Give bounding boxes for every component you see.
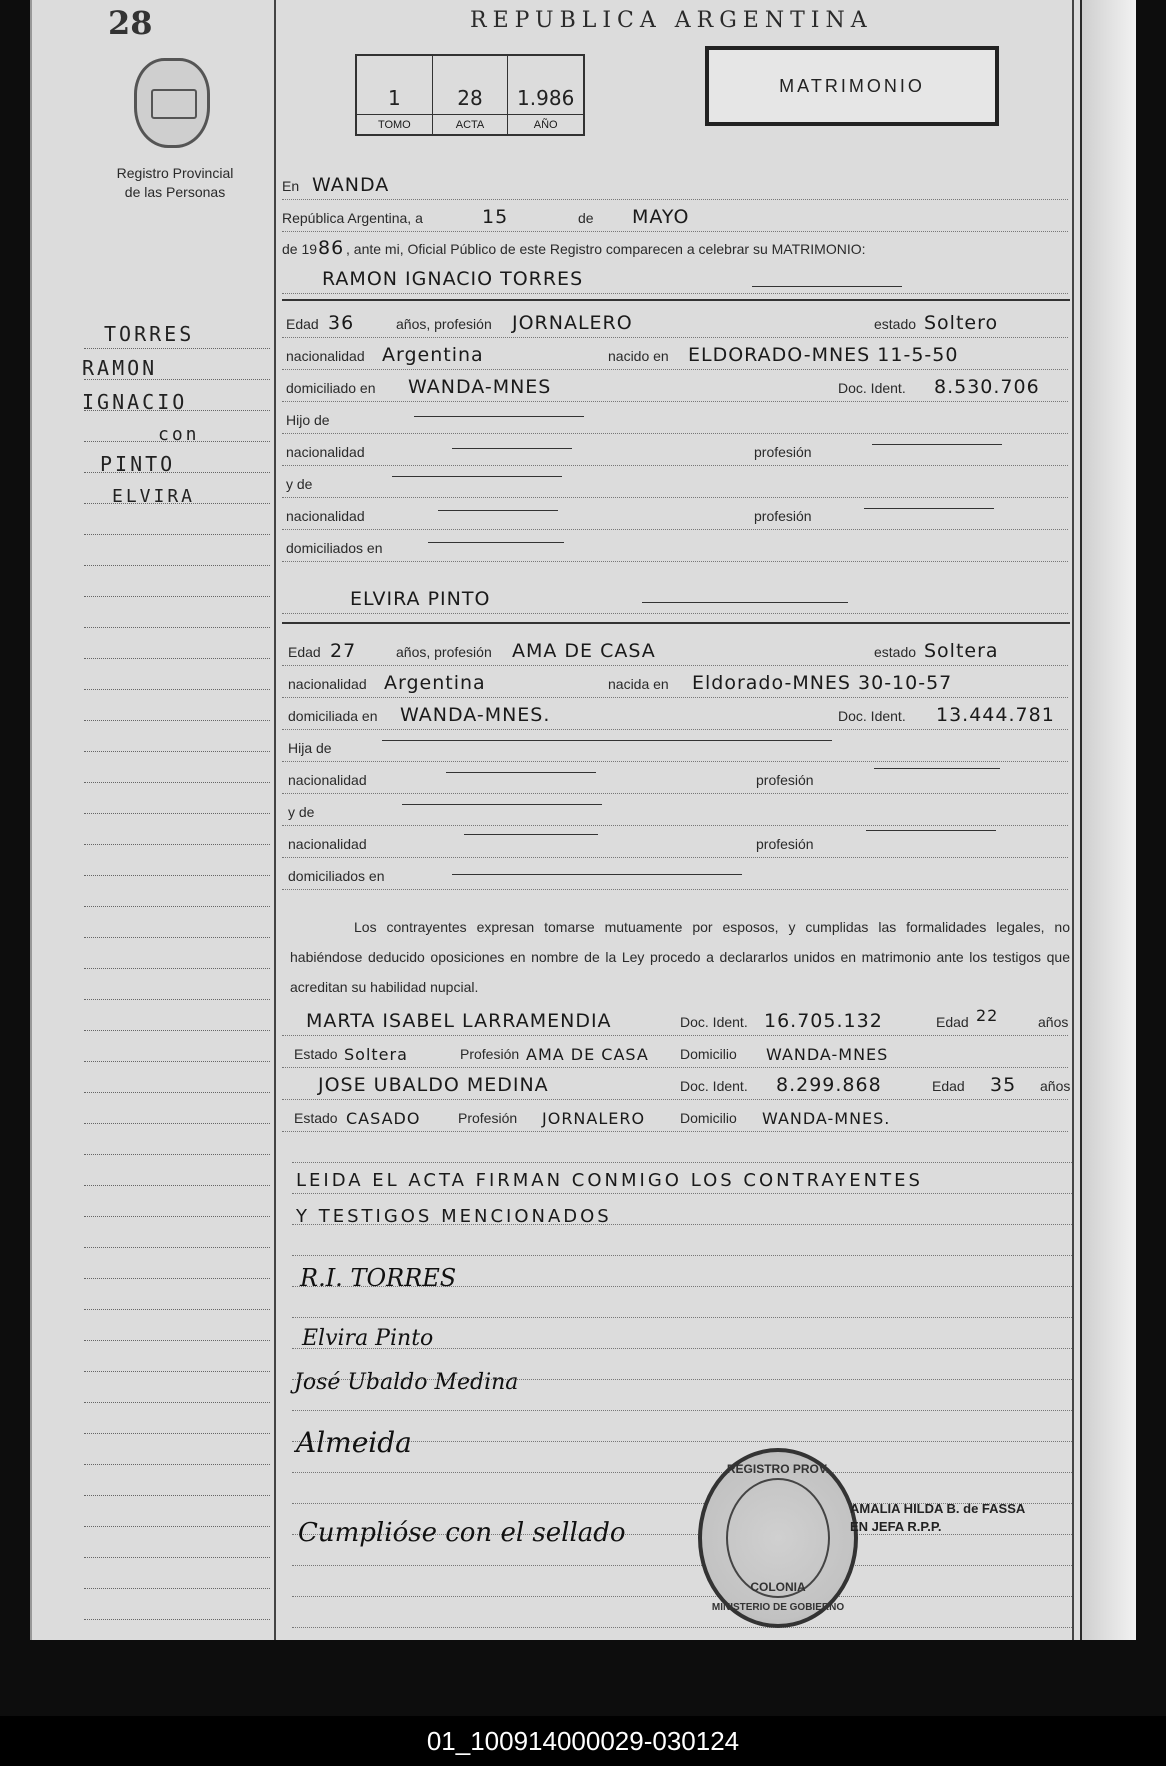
witness-1-profession: AMA DE CASA — [526, 1045, 649, 1064]
groom-parents-domicile-row: domiciliados en — [282, 532, 1068, 562]
margin-rule-line — [84, 1216, 270, 1217]
margin-rule-line — [84, 782, 270, 783]
intro-statement-row: de 19 86 , ante mi, Oficial Público de este Registro comparecen a celebrar su MATRIMONIO: — [282, 237, 866, 259]
bride-age-row: Edad 27 años, profesión AMA DE CASA estado Soltera — [282, 636, 1068, 666]
notes-rule-line — [292, 1410, 1072, 1411]
bride-signature: Elvira Pinto — [302, 1326, 434, 1351]
margin-rule-line — [84, 844, 270, 845]
margin-rule-line — [84, 1464, 270, 1465]
official-signature: AMALIA HILDA B. de FASSA EN JEFA R.P.P. — [850, 1501, 1026, 1534]
groom-mother-row: y de — [282, 468, 1068, 498]
bride-domicile-row: domiciliada en WANDA-MNES. Doc. Ident. 13.444.781 — [282, 700, 1068, 730]
margin-rule-line — [84, 875, 270, 876]
groom-father-nat-row: nacionalidad profesión — [282, 436, 1068, 466]
margin-rule-line — [84, 1340, 270, 1341]
volume-box — [355, 54, 585, 136]
act-type-box: MATRIMONIO — [705, 46, 999, 126]
witness-2-name: JOSE UBALDO MEDINA — [318, 1074, 549, 1096]
groom-age: 36 — [328, 312, 355, 334]
anio-value: 1.986 — [517, 86, 575, 110]
groom-name: RAMON IGNACIO TORRES — [322, 268, 584, 290]
margin-rule-line — [84, 1092, 270, 1093]
section-divider — [282, 622, 1070, 624]
witness-1-row: MARTA ISABEL LARRAMENDIA Doc. Ident. 16.705.132 Edad 22 años — [282, 1006, 1068, 1036]
margin-rule-line — [84, 348, 270, 349]
groom-age-row: Edad 36 años, profesión JORNALERO estado Soltero — [282, 308, 1068, 338]
bride-name-row — [282, 584, 1068, 614]
notes-rule-line — [292, 1255, 1072, 1256]
groom-father-row: Hijo de — [282, 404, 1068, 434]
day-value: 15 — [482, 206, 509, 228]
margin-rule-line — [84, 968, 270, 969]
witness-1-doc: 16.705.132 — [764, 1010, 883, 1032]
margin-rule-line — [84, 1495, 270, 1496]
margin-rule-line — [84, 596, 270, 597]
margin-rule-line — [84, 503, 270, 504]
stamp-note: Cumplióse con el sellado — [298, 1518, 626, 1548]
right-rule — [1072, 0, 1074, 1640]
margin-rule-line — [84, 1557, 270, 1558]
margin-rule-line — [84, 1588, 270, 1589]
margin-rule-line — [84, 410, 270, 411]
margin-rule-line — [84, 441, 270, 442]
margin-bride-name: ELVIRA — [112, 486, 196, 507]
groom-nationality-row: nacionalidad Argentina nacido en ELDORADO-MNES 11-5-50 — [282, 340, 1068, 370]
bride-nationality: Argentina — [384, 672, 486, 694]
margin-rule-line — [84, 751, 270, 752]
margin-given-name: RAMON — [82, 356, 158, 380]
closing-note-line2: Y TESTIGOS MENCIONADOS — [296, 1206, 612, 1227]
margin-rule-line — [84, 689, 270, 690]
margin-rule-line — [84, 379, 270, 380]
margin-rule-line — [84, 472, 270, 473]
groom-mother-nat-row: nacionalidad profesión — [282, 500, 1068, 530]
registry-label: Registro Provincial de las Personas — [116, 165, 234, 200]
notes-rule-line — [292, 1317, 1072, 1318]
bride-father-row: Hija de — [282, 732, 1068, 762]
groom-birth: ELDORADO-MNES 11-5-50 — [688, 344, 959, 366]
margin-rule-line — [84, 1061, 270, 1062]
place-value: WANDA — [312, 174, 390, 196]
margin-middle-name: IGNACIO — [82, 390, 188, 414]
bride-birth: Eldorado-MNES 30-10-57 — [692, 672, 953, 694]
bride-mother-row: y de — [282, 796, 1068, 826]
margin-rule-line — [84, 1247, 270, 1248]
bride-profession: AMA DE CASA — [512, 640, 656, 662]
witness-2-row: JOSE UBALDO MEDINA Doc. Ident. 8.299.868 Edad 35 años — [282, 1070, 1068, 1100]
margin-bride-surname: PINTO — [100, 452, 176, 476]
bride-mother-nat-row: nacionalidad profesión — [282, 828, 1068, 858]
margin-rule-line — [84, 1123, 270, 1124]
margin-rule-line — [84, 1526, 270, 1527]
witness-2-age: 35 — [990, 1074, 1017, 1096]
closing-note-line1: LEIDA EL ACTA FIRMAN CONMIGO LOS CONTRAYENTES — [296, 1170, 923, 1191]
margin-surname: TORRES — [104, 322, 195, 346]
groom-domicile: WANDA-MNES — [408, 376, 552, 398]
acta-label: ACTA — [433, 114, 508, 134]
notes-rule-line — [292, 1627, 1072, 1628]
country-title: REPUBLICA ARGENTINA — [470, 8, 873, 33]
margin-rule-line — [84, 1402, 270, 1403]
margin-con: con — [158, 424, 200, 445]
margin-rule-line — [84, 1154, 270, 1155]
section-divider — [282, 299, 1070, 301]
anio-label: AÑO — [508, 114, 583, 134]
tomo-cell — [357, 56, 433, 134]
witness-1-status: Soltera — [344, 1045, 408, 1064]
witness-signature-2: Almeida — [296, 1426, 412, 1459]
page-number: 28 — [108, 4, 153, 42]
notes-rule-line — [292, 1596, 1072, 1597]
groom-profession: JORNALERO — [512, 312, 633, 334]
book-edge — [1080, 0, 1136, 1640]
margin-rule-line — [84, 1309, 270, 1310]
groom-doc: 8.530.706 — [934, 376, 1040, 398]
margin-rule-line — [84, 813, 270, 814]
bride-status: Soltera — [924, 640, 999, 662]
witness-signature: José Ubaldo Medina — [294, 1370, 519, 1395]
groom-nationality: Argentina — [382, 344, 484, 366]
bride-nationality-row: nacionalidad Argentina nacida en Eldorado-MNES 30-10-57 — [282, 668, 1068, 698]
year-value: 86 — [318, 237, 345, 259]
caption-bar — [0, 1716, 1166, 1766]
groom-name-row — [282, 264, 1068, 294]
margin-rule-line — [84, 565, 270, 566]
notes-rule-line — [292, 1162, 1072, 1163]
month-value: MAYO — [632, 206, 690, 228]
groom-signature: R.I. TORRES — [300, 1264, 457, 1292]
anio-cell — [508, 56, 583, 134]
official-stamp-icon: REGISTRO PROV. COLONIA MINISTERIO DE GOBIERNO — [698, 1448, 858, 1628]
notes-rule-line — [292, 1472, 1072, 1473]
bride-parents-domicile-row: domiciliados en — [282, 860, 1068, 890]
witness-1-domicile: WANDA-MNES — [766, 1045, 889, 1064]
witness-2-domicile: WANDA-MNES. — [762, 1109, 891, 1128]
margin-rule-line — [84, 937, 270, 938]
margin-rule-line — [84, 1433, 270, 1434]
margin-rule-line — [84, 1371, 270, 1372]
tomo-label: TOMO — [357, 114, 432, 134]
declaration-text: Los contrayentes expresan tomarse mutuamente por esposos, y cumplidas las formalidades legales, no habiéndose deducido oposiciones en nombre de la Ley procedo a declararlos unidos en matrimonio ante los testigos que acreditan su habilidad nupcial. — [290, 919, 1070, 995]
provincial-seal-icon — [134, 58, 210, 148]
margin-rule-line — [84, 1185, 270, 1186]
groom-domicile-row: domiciliado en WANDA-MNES Doc. Ident. 8.530.706 — [282, 372, 1068, 402]
margin-rule-line — [84, 1030, 270, 1031]
margin-rule-line — [84, 720, 270, 721]
witness-1-age: 22 — [976, 1006, 999, 1025]
notes-rule-line — [292, 1193, 1072, 1194]
witness-1-details-row: Estado Soltera Profesión AMA DE CASA Domicilio WANDA-MNES — [282, 1038, 1068, 1068]
bride-age: 27 — [330, 640, 357, 662]
margin-rule-line — [84, 534, 270, 535]
acta-cell — [433, 56, 509, 134]
margin-rule-line — [84, 1619, 270, 1620]
margin-rule-line — [84, 906, 270, 907]
margin-rule-line — [84, 627, 270, 628]
margin-rule — [274, 0, 276, 1640]
margin-rule-line — [84, 1278, 270, 1279]
witness-2-status: CASADO — [346, 1109, 421, 1128]
tomo-value: 1 — [387, 86, 401, 110]
witness-2-details-row: Estado CASADO Profesión JORNALERO Domicilio WANDA-MNES. — [282, 1102, 1068, 1132]
bride-father-nat-row: nacionalidad profesión — [282, 764, 1068, 794]
groom-status: Soltero — [924, 312, 999, 334]
notes-rule-line — [292, 1565, 1072, 1566]
bride-domicile: WANDA-MNES. — [400, 704, 551, 726]
intro-date-row: República Argentina, a 15 de MAYO — [282, 202, 1068, 232]
image-caption: 01_100914000029-030124 — [426, 1726, 740, 1756]
acta-value: 28 — [457, 86, 483, 110]
witness-1-name: MARTA ISABEL LARRAMENDIA — [306, 1010, 612, 1032]
witness-2-doc: 8.299.868 — [776, 1074, 882, 1096]
intro-place-row: En WANDA — [282, 170, 1068, 200]
margin-rule-line — [84, 658, 270, 659]
bride-doc: 13.444.781 — [936, 704, 1055, 726]
witness-2-profession: JORNALERO — [542, 1109, 646, 1128]
bride-name: ELVIRA PINTO — [350, 588, 491, 610]
margin-rule-line — [84, 999, 270, 1000]
